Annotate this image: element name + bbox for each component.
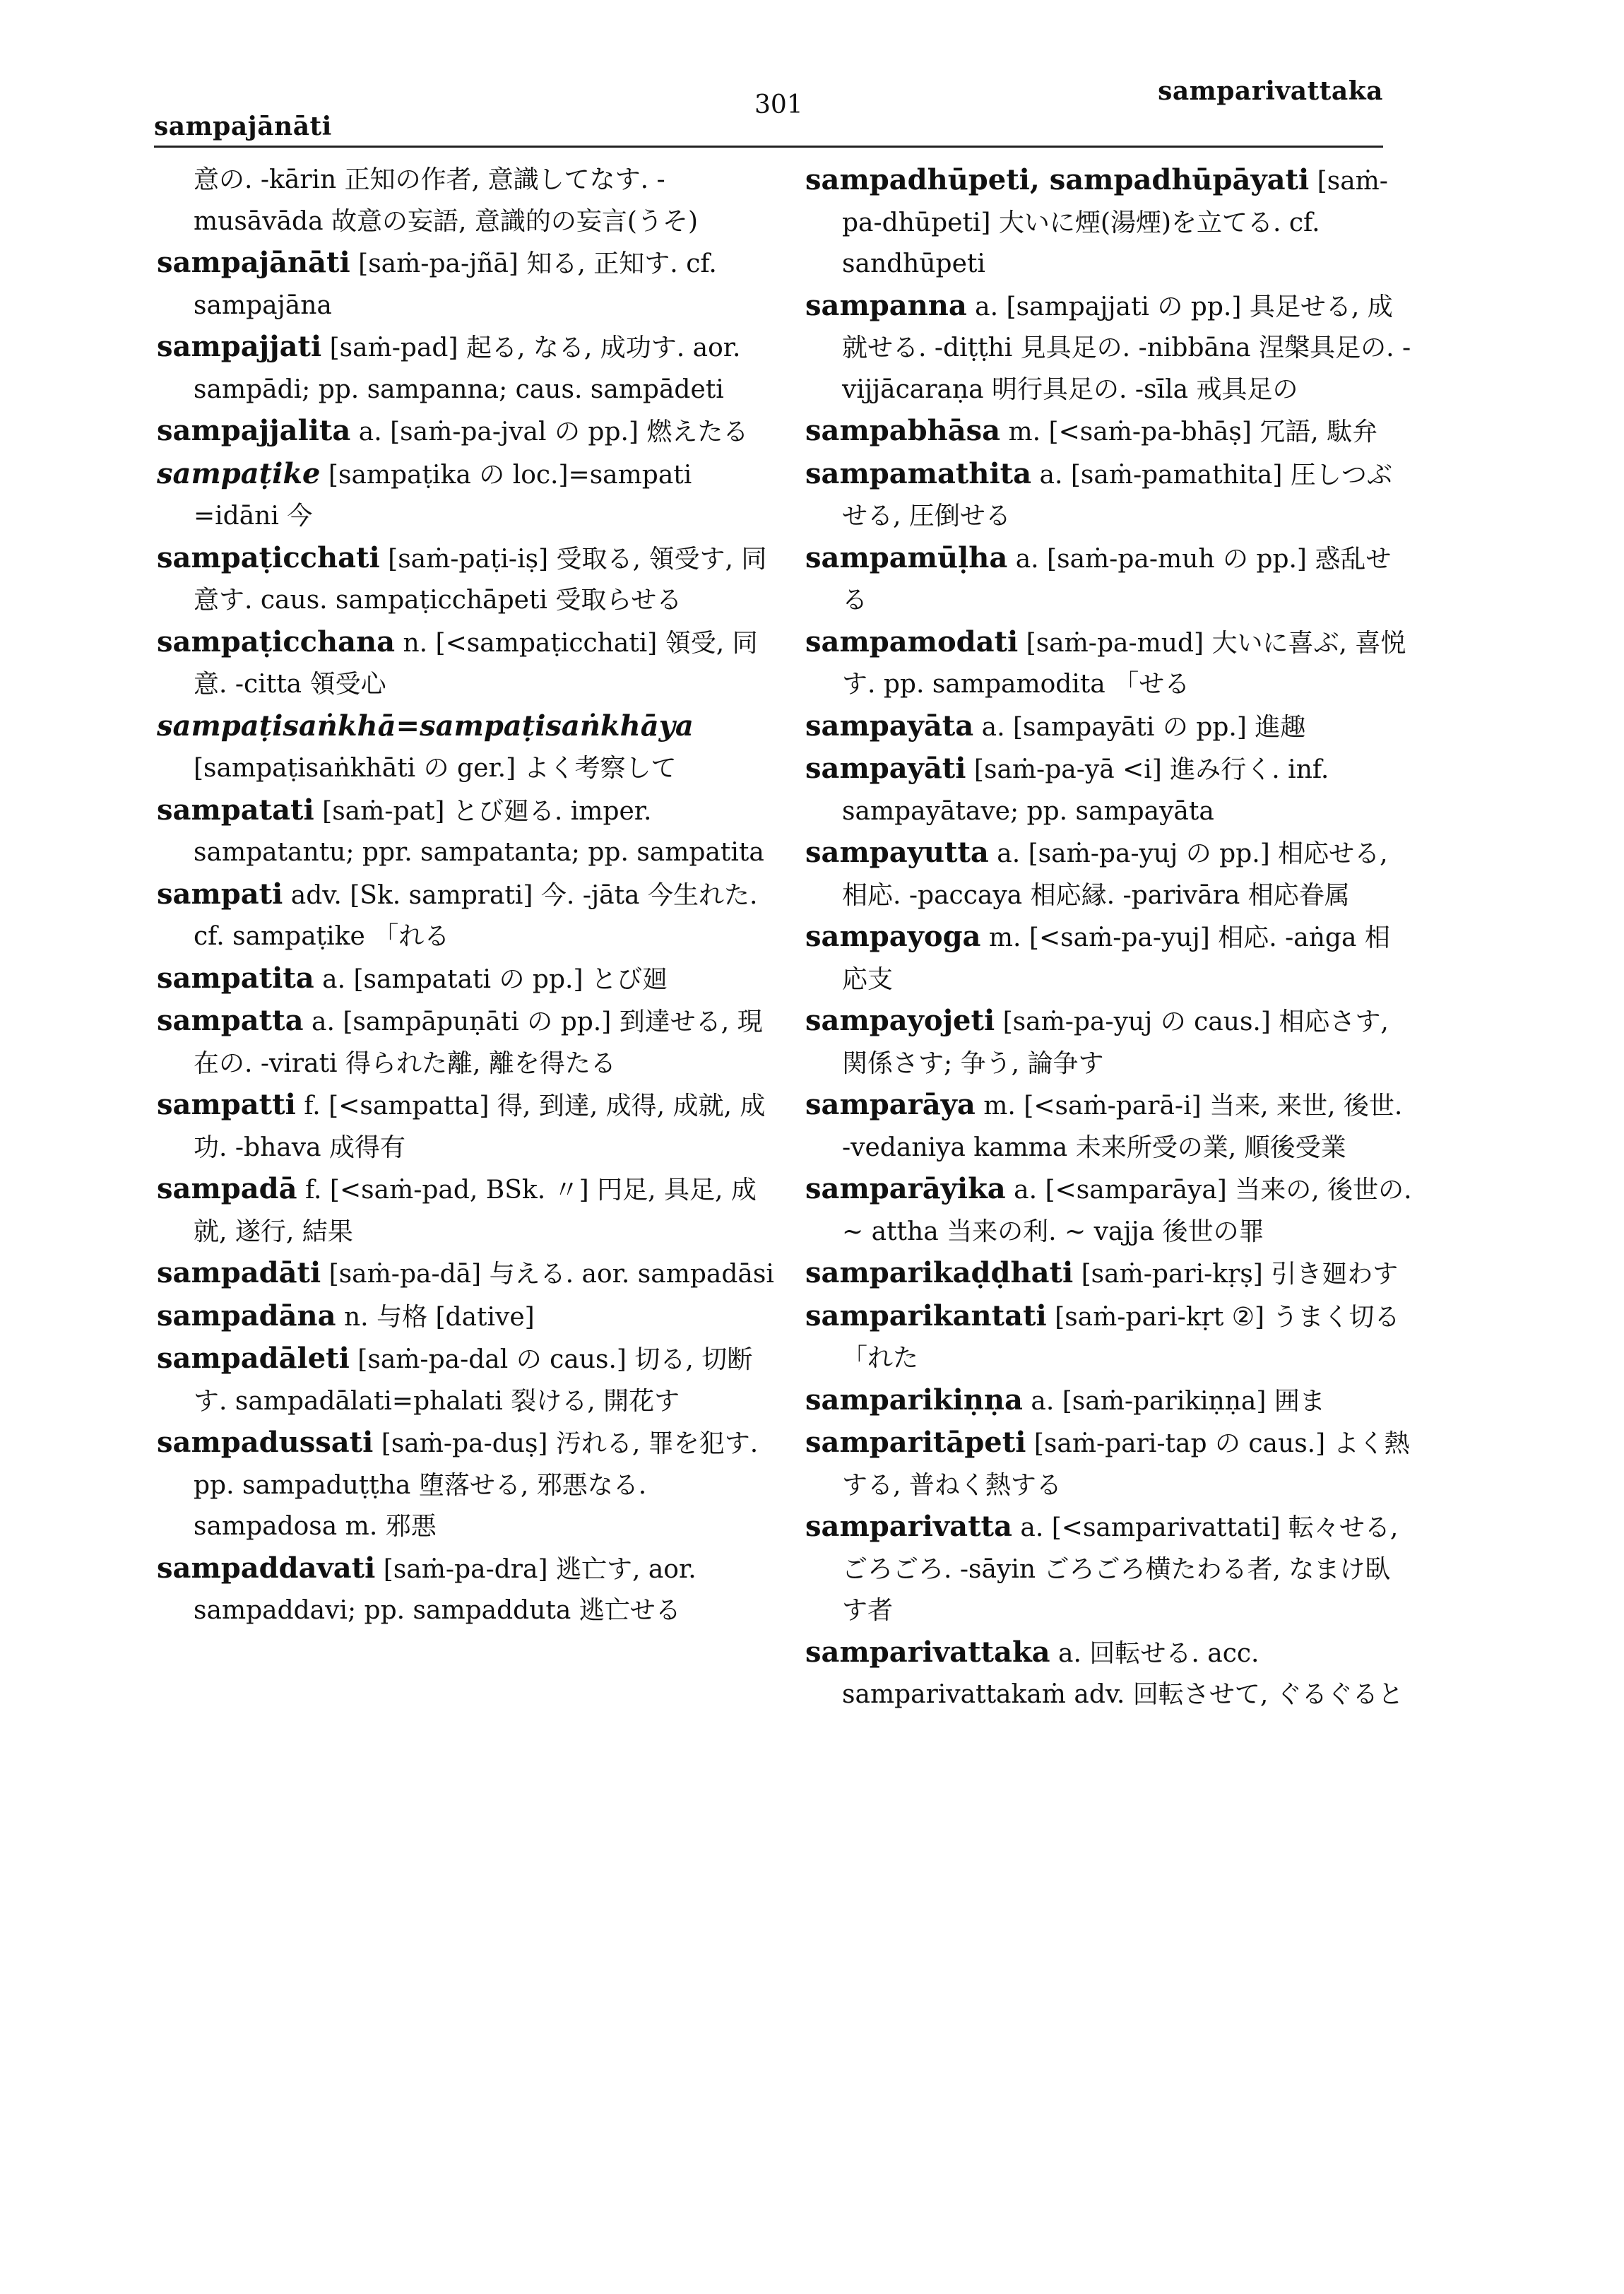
definition: [sampaṭika の loc.]=sampati =idāni 今 <box>194 460 692 531</box>
dictionary-entry <box>157 1422 778 1548</box>
left-column <box>157 160 778 1632</box>
header-rule <box>154 146 1383 148</box>
headword: sampanna <box>805 288 967 322</box>
headword: sampatti <box>157 1088 296 1121</box>
headword: sampaddavati <box>157 1551 376 1585</box>
dictionary-entry <box>805 706 1413 749</box>
definition: a. [saṁ-pamathita] 圧しつぶせる, 圧倒せる <box>842 460 1392 531</box>
headword: sampayutta <box>805 836 989 869</box>
dictionary-entry <box>805 410 1413 454</box>
headword: samparāya <box>805 1088 976 1121</box>
dictionary-entry <box>157 790 778 874</box>
definition: f. [<sampatta] 得, 到達, 成得, 成就, 成功. -bhava 成得有 <box>194 1092 766 1162</box>
headword: sampatta <box>157 1004 304 1037</box>
definition: a. [saṁ-pa-yuj の pp.] 相応せる, 相応. -paccaya 相応縁. -parivāra 相応眷属 <box>842 839 1388 910</box>
definition: 意の. -kārin 正知の作者, 意識してなす. -musāvāda 故意の妄語, 意識的の妄言(うそ) <box>194 165 698 236</box>
dictionary-entry <box>157 1084 778 1169</box>
definition: a. [sampatati の pp.] とび廻 <box>314 964 668 994</box>
dictionary-entry <box>157 1296 778 1339</box>
headword: sampayojeti <box>805 1004 995 1037</box>
headword: sampadāti <box>157 1256 321 1289</box>
dictionary-entry <box>157 538 778 622</box>
headword: sampadā <box>157 1172 297 1205</box>
dictionary-entry <box>157 1548 778 1632</box>
headword: sampayāta <box>805 709 974 743</box>
headword: sampayoga <box>805 920 981 953</box>
definition: [saṁ-pa-dā] 与える. aor. sampadāsi <box>321 1260 774 1289</box>
definition: [saṁ-pari-tap の caus.] よく熱する, 普ねく熱する <box>842 1429 1410 1500</box>
dictionary-entry <box>805 916 1413 1000</box>
headword: sampabhāsa <box>805 414 1001 447</box>
definition: [saṁ-pa-mud] 大いに喜ぶ, 喜悦す. pp. sampamodita 「せる <box>842 628 1406 699</box>
dictionary-entry <box>157 1338 778 1422</box>
headword: samparikantati <box>805 1299 1047 1332</box>
definition: a. [sampāpuṇāti の pp.] 到達せる, 現在の. -virati 得られた離, 離を得たる <box>194 1007 763 1078</box>
headword: samparitāpeti <box>805 1426 1026 1459</box>
dictionary-entry <box>157 242 778 326</box>
headword: sampaṭicchati <box>157 540 380 574</box>
headword: samparivatta <box>805 1510 1012 1543</box>
dictionary-entry <box>805 160 1413 285</box>
dictionary-entry <box>805 454 1413 538</box>
headword: samparivattaka <box>805 1635 1050 1669</box>
dictionary-entry <box>805 1169 1413 1253</box>
definition: [saṁ-pa-dal の caus.] 切る, 切断す. sampadālati=phalati 裂ける, 開花す <box>194 1345 753 1416</box>
definition: m. [<saṁ-pa-bhāṣ] 冗語, 駄弁 <box>1000 418 1378 447</box>
dictionary-entry <box>157 1169 778 1253</box>
definition: [saṁ-pa-yā <i] 進み行く. inf. sampayātave; pp. sampayāta <box>842 755 1329 826</box>
headword: sampati <box>157 877 283 911</box>
definition: [saṁ-pat] とび廻る. imper. sampatantu; ppr. sampatanta; pp. sampatita <box>194 796 764 867</box>
right-column <box>805 160 1413 1716</box>
dictionary-entry <box>805 1506 1413 1632</box>
definition: [saṁ-pari-kṛṣ] 引き廻わす <box>1073 1260 1399 1289</box>
dictionary-entry <box>157 410 778 454</box>
dictionary-entry <box>805 622 1413 706</box>
headword: sampaṭike <box>157 456 321 490</box>
dictionary-entry <box>157 326 778 410</box>
dictionary-entry <box>805 748 1413 832</box>
headword: sampadussati <box>157 1426 374 1459</box>
definition: a. [<samparāya] 当来の, 後世の. ~ attha 当来の利. ~ vajja 後世の罪 <box>842 1176 1412 1246</box>
definition: a. [sampajjati の pp.] 具足せる, 成就せる. -diṭṭhi 見具足の. -nibbāna 涅槃具足の. -vijjācaraṇa 明行具足の. -sīla 戒具足の <box>842 292 1411 404</box>
definition: a. [saṁ-parikiṇṇa] 囲ま <box>1022 1386 1325 1416</box>
definition: [saṁ-pad] 起る, なる, 成功す. aor. sampādi; pp. sampanna; caus. sampādeti <box>194 333 741 404</box>
definition: a. [sampayāti の pp.] 進趣 <box>973 712 1306 742</box>
headword: sampamathita <box>805 456 1032 490</box>
headword: sampajjalita <box>157 414 351 447</box>
page-header <box>154 68 1383 141</box>
headword: sampatita <box>157 961 314 995</box>
definition: [saṁ-paṭi-iṣ] 受取る, 領受す, 同意す. caus. sampaṭicchāpeti 受取らせる <box>194 544 767 615</box>
headword: sampaṭicchana <box>157 625 396 658</box>
definition: a. [saṁ-pa-muh の pp.] 惑乱せる <box>842 544 1392 615</box>
definition: [sampaṭisaṅkhāti の ger.] よく考察して <box>194 754 677 783</box>
headword: samparikiṇṇa <box>805 1383 1023 1417</box>
dictionary-entry <box>805 1632 1413 1716</box>
definition: a. 回転せる. acc. samparivattakaṁ adv. 回転させて, ぐるぐると <box>842 1638 1404 1709</box>
dictionary-entry <box>805 832 1413 916</box>
headword: samparikaḍḍhati <box>805 1256 1074 1289</box>
definition: a. [<samparivattati] 転々せる, ごろごろ. -sāyin ごろごろ横たわる者, なまけ臥す者 <box>842 1513 1399 1625</box>
definition: [saṁ-pa-yuj の caus.] 相応さす, 関係さす; 争う, 論争す <box>842 1007 1389 1078</box>
headword: sampamūḷha <box>805 540 1008 574</box>
dictionary-entry <box>157 160 778 242</box>
headword: sampajjati <box>157 330 322 363</box>
definition: n. [<sampaṭicchati] 領受, 同意. -citta 領受心 <box>194 628 758 699</box>
headword: sampamodati <box>805 625 1019 658</box>
dictionary-entry <box>805 1380 1413 1423</box>
definition: m. [<saṁ-pa-yuj] 相応. -aṅga 相応支 <box>842 923 1390 994</box>
dictionary-entry <box>157 622 778 706</box>
definition: [saṁ-pa-jñā] 知る, 正知す. cf. sampajāna <box>194 249 717 320</box>
headword: sampajānāti <box>157 246 350 279</box>
headword: sampadāleti <box>157 1342 350 1375</box>
dictionary-entry <box>805 1000 1413 1084</box>
dictionary-entry <box>157 1000 778 1084</box>
definition: [saṁ-pa-dra] 逃亡す, aor. sampaddavi; pp. sampadduta 逃亡せる <box>194 1554 697 1625</box>
dictionary-entry <box>157 1253 778 1296</box>
page-number: 301 <box>754 90 803 119</box>
definition: adv. [Sk. samprati] 今. -jāta 今生れた. cf. sampaṭike 「れる <box>194 880 758 951</box>
dictionary-entry <box>157 874 778 958</box>
dictionary-entry <box>805 1084 1413 1169</box>
headword: samparāyika <box>805 1172 1006 1205</box>
dictionary-entry <box>805 1253 1413 1296</box>
headword: sampayāti <box>805 752 966 785</box>
headword: sampatati <box>157 793 314 827</box>
definition: a. [saṁ-pa-jval の pp.] 燃えたる <box>350 418 749 447</box>
definition: [saṁ-pa-dhūpeti] 大いに煙(湯煙)を立てる. cf. sandhūpeti <box>842 167 1388 278</box>
dictionary-entry <box>805 285 1413 411</box>
definition: [saṁ-pa-duṣ] 汚れる, 罪を犯す. pp. sampaduṭṭha 堕落せる, 邪悪なる. sampadosa m. 邪悪 <box>194 1429 759 1541</box>
definition: f. [<saṁ-pad, BSk. 〃] 円足, 具足, 成就, 遂行, 結果 <box>194 1176 757 1246</box>
definition: [saṁ-pari-kṛt ②] うまく切る 「れた <box>842 1302 1400 1373</box>
headword: sampadhūpeti, sampadhūpāyati <box>805 163 1310 196</box>
dictionary-entry <box>805 538 1413 622</box>
dictionary-entry <box>157 454 778 538</box>
dictionary-entry <box>805 1422 1413 1506</box>
dictionary-entry <box>805 1296 1413 1380</box>
dictionary-entry <box>157 706 778 790</box>
definition: m. [<saṁ-parā-i] 当来, 来世, 後世. -vedaniya kamma 未来所受の業, 順後受業 <box>842 1092 1403 1162</box>
left-guide-word: sampajānāti <box>154 112 332 141</box>
dictionary-entry <box>157 958 778 1001</box>
right-guide-word: samparivattaka <box>1158 76 1383 106</box>
headword: sampadāna <box>157 1299 336 1332</box>
definition: n. 与格 [dative] <box>336 1302 535 1332</box>
headword: sampaṭisaṅkhā=sampaṭisaṅkhāya <box>157 709 694 743</box>
